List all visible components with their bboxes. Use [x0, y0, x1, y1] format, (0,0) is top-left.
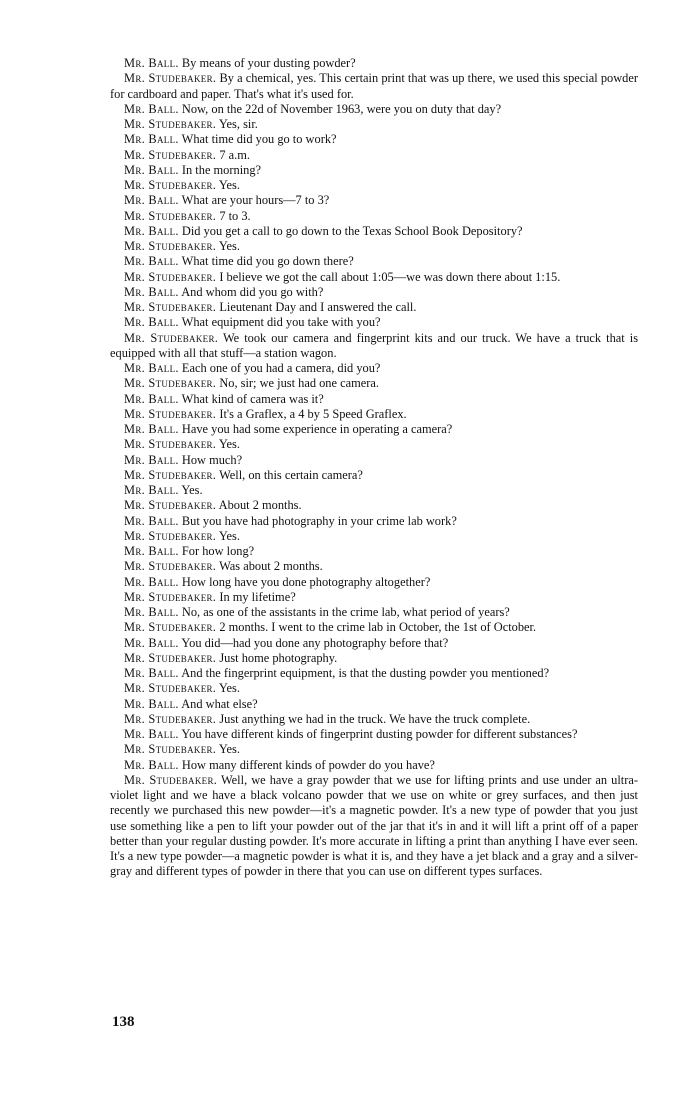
- utterance: Lieutenant Day and I answered the call.: [219, 300, 417, 314]
- utterance: Yes.: [218, 528, 240, 543]
- utterance: Yes, sir.: [218, 117, 258, 131]
- utterance: What time did you go to work?: [181, 132, 337, 147]
- speaker-name: Mr. Studebaker.: [124, 498, 217, 513]
- paragraph: [110, 132, 638, 147]
- paragraph: [110, 712, 638, 727]
- speaker-name: Mr. Studebaker.: [124, 300, 217, 314]
- speaker-name: Mr. Studebaker.: [124, 589, 217, 604]
- utterance: What kind of camera was it?: [181, 391, 324, 406]
- speaker-name: Mr. Ball.: [124, 56, 179, 70]
- utterance: And the fingerprint equipment, is that the dusting powder you mentioned?: [181, 666, 550, 680]
- paragraph: [110, 468, 638, 483]
- utterance: Now, on the 22d of November 1963, were you on duty that day?: [181, 101, 502, 116]
- utterance: What equipment did you take with you?: [181, 315, 381, 330]
- speaker-name: Mr. Ball.: [124, 605, 179, 619]
- speaker-name: Mr. Studebaker.: [124, 71, 217, 86]
- utterance: Yes.: [218, 178, 240, 192]
- paragraph: [110, 636, 638, 651]
- paragraph: [110, 620, 638, 635]
- utterance: How long have you done photography altogether?: [181, 574, 431, 589]
- utterance: It's a Graflex, a 4 by 5 Speed Graflex.: [219, 406, 407, 421]
- utterance: In my lifetime?: [219, 589, 296, 604]
- paragraph: [110, 239, 638, 254]
- speaker-name: Mr. Studebaker.: [124, 742, 217, 757]
- paragraph: [110, 666, 638, 681]
- utterance: I believe we got the call about 1:05—we was down there about 1:15.: [219, 269, 561, 284]
- utterance: Yes.: [218, 437, 240, 452]
- paragraph: [110, 178, 638, 193]
- speaker-name: Mr. Studebaker.: [124, 147, 217, 162]
- speaker-name: Mr. Ball.: [124, 513, 179, 528]
- utterance: And what else?: [181, 696, 258, 711]
- utterance: What time did you go down there?: [181, 254, 354, 269]
- speaker-name: Mr. Ball.: [124, 315, 179, 330]
- speaker-name: Mr. Studebaker.: [124, 559, 217, 574]
- speaker-name: Mr. Ball.: [124, 574, 179, 589]
- paragraph: [110, 376, 638, 391]
- utterance: How much?: [181, 452, 243, 467]
- utterance: You did—had you done any photography before that?: [181, 635, 449, 650]
- paragraph: [110, 483, 638, 498]
- paragraph: [110, 681, 638, 696]
- speaker-name: Mr. Ball.: [124, 132, 179, 147]
- speaker-name: Mr. Studebaker.: [124, 406, 217, 421]
- paragraph: [110, 651, 638, 666]
- utterance: You have different kinds of fingerprint dusting powder for different substances?: [181, 727, 578, 741]
- paragraph: [110, 407, 638, 422]
- speaker-name: Mr. Ball.: [124, 757, 179, 772]
- speaker-name: Mr. Ball.: [124, 422, 179, 436]
- speaker-name: Mr. Studebaker.: [124, 681, 217, 696]
- paragraph: [110, 102, 638, 117]
- speaker-name: Mr. Studebaker.: [124, 376, 217, 391]
- paragraph: [110, 163, 638, 178]
- paragraph: [110, 193, 638, 208]
- utterance: Did you get a call to go down to the Texas School Book Depository?: [181, 223, 523, 238]
- paragraph: [110, 148, 638, 163]
- speaker-name: Mr. Ball.: [124, 391, 179, 406]
- paragraph: [110, 254, 638, 269]
- utterance: And whom did you go with?: [181, 284, 324, 299]
- utterance: How many different kinds of powder do you have?: [181, 757, 435, 772]
- speaker-name: Mr. Studebaker.: [124, 772, 218, 787]
- speaker-name: Mr. Studebaker.: [124, 437, 217, 452]
- utterance: Yes.: [181, 483, 203, 497]
- paragraph: [110, 498, 638, 513]
- utterance: 2 months. I went to the crime lab in October, the 1st of October.: [219, 620, 537, 635]
- speaker-name: Mr. Studebaker.: [124, 117, 217, 131]
- paragraph: [110, 605, 638, 620]
- speaker-name: Mr. Ball.: [124, 635, 179, 650]
- speaker-name: Mr. Studebaker.: [124, 239, 217, 253]
- utterance: Just home photography.: [219, 650, 338, 665]
- paragraph: [110, 392, 638, 407]
- speaker-name: Mr. Studebaker.: [124, 467, 217, 482]
- paragraph: [110, 575, 638, 590]
- speaker-name: Mr. Ball.: [124, 361, 179, 375]
- speaker-name: Mr. Ball.: [124, 483, 179, 497]
- paragraph: [110, 224, 638, 239]
- paragraph: [110, 590, 638, 605]
- utterance: Yes.: [218, 681, 240, 696]
- paragraph: [110, 529, 638, 544]
- paragraph: [110, 742, 638, 757]
- utterance: By means of your dusting powder?: [181, 56, 356, 70]
- paragraph: [110, 697, 638, 712]
- paragraph: [110, 209, 638, 224]
- paragraph: [110, 559, 638, 574]
- speaker-name: Mr. Studebaker.: [124, 650, 217, 665]
- paragraph: [110, 437, 638, 452]
- utterance: For how long?: [181, 544, 255, 558]
- speaker-name: Mr. Studebaker.: [124, 269, 217, 284]
- utterance: Just anything we had in the truck. We have the truck complete.: [219, 711, 531, 726]
- utterance: About 2 months.: [218, 498, 302, 513]
- utterance: What are your hours—7 to 3?: [181, 193, 330, 208]
- paragraph: [110, 71, 638, 102]
- speaker-name: Mr. Studebaker.: [124, 711, 217, 726]
- paragraph: [110, 331, 638, 362]
- page-number: 138: [112, 1014, 135, 1030]
- speaker-name: Mr. Studebaker.: [124, 208, 217, 223]
- utterance: 7 to 3.: [219, 208, 251, 223]
- utterance: Yes.: [218, 742, 240, 757]
- utterance: No, sir; we just had one camera.: [219, 376, 379, 391]
- paragraph: [110, 453, 638, 468]
- paragraph: [110, 117, 638, 132]
- paragraph: [110, 727, 638, 742]
- paragraph: [110, 270, 638, 285]
- speaker-name: Mr. Studebaker.: [124, 178, 217, 192]
- speaker-name: Mr. Ball.: [124, 193, 179, 208]
- utterance: We took our camera and fingerprint kits and our truck. We have a truck that is equipped with all that stuff—a station wagon.: [110, 330, 639, 360]
- speaker-name: Mr. Studebaker.: [124, 528, 217, 543]
- speaker-name: Mr. Ball.: [124, 544, 179, 558]
- speaker-name: Mr. Ball.: [124, 696, 179, 711]
- utterance: Was about 2 months.: [219, 559, 323, 574]
- speaker-name: Mr. Ball.: [124, 666, 179, 680]
- paragraph: [110, 544, 638, 559]
- paragraph: [110, 758, 638, 773]
- utterance: Yes.: [218, 239, 240, 253]
- utterance: Well, on this certain camera?: [219, 467, 363, 482]
- utterance: By a chemical, yes. This certain print that was up there, we used this special powder for cardboard and paper. That's what it's used for.: [110, 71, 638, 101]
- paragraph: [110, 514, 638, 529]
- speaker-name: Mr. Ball.: [124, 727, 179, 741]
- speaker-name: Mr. Ball.: [124, 223, 179, 238]
- utterance: Well, we have a gray powder that we use for lifting prints and use under an ultra-violet light and we have a black volcano powder that we use on white or grey surfaces, and then just recently we purchased this new powder—it's a magnetic powder. It's a new type of powder that you just use something like a pen to lift your powder out of the jar that it's in and it will lift a print off of a paper better than your regular dusting powder. It's more accurate in lifting a print than anything I have ever seen. It's a new type powder—a magnetic powder is what it is, and they have a jet black and a gray and a silver-gray and different types of powder in there that you can use on different types surfaces.: [110, 772, 639, 879]
- speaker-name: Mr. Ball.: [124, 284, 179, 299]
- paragraph: [110, 56, 638, 71]
- paragraph: [110, 285, 638, 300]
- speaker-name: Mr. Studebaker.: [124, 330, 219, 345]
- speaker-name: Mr. Ball.: [124, 162, 179, 177]
- paragraph: [110, 422, 638, 437]
- paragraph: [110, 300, 638, 315]
- utterance: In the morning?: [181, 162, 262, 177]
- speaker-name: Mr. Ball.: [124, 101, 179, 116]
- paragraph: [110, 773, 638, 880]
- paragraph: [110, 361, 638, 376]
- speaker-name: Mr. Ball.: [124, 452, 179, 467]
- utterance: 7 a.m.: [219, 147, 250, 162]
- utterance: But you have had photography in your crime lab work?: [181, 513, 457, 528]
- utterance: Each one of you had a camera, did you?: [181, 361, 381, 375]
- paragraph: [110, 315, 638, 330]
- speaker-name: Mr. Ball.: [124, 254, 179, 269]
- utterance: No, as one of the assistants in the crime lab, what period of years?: [181, 605, 510, 619]
- utterance: Have you had some experience in operating a camera?: [181, 422, 453, 436]
- speaker-name: Mr. Studebaker.: [124, 620, 217, 635]
- testimony-text: [110, 56, 638, 880]
